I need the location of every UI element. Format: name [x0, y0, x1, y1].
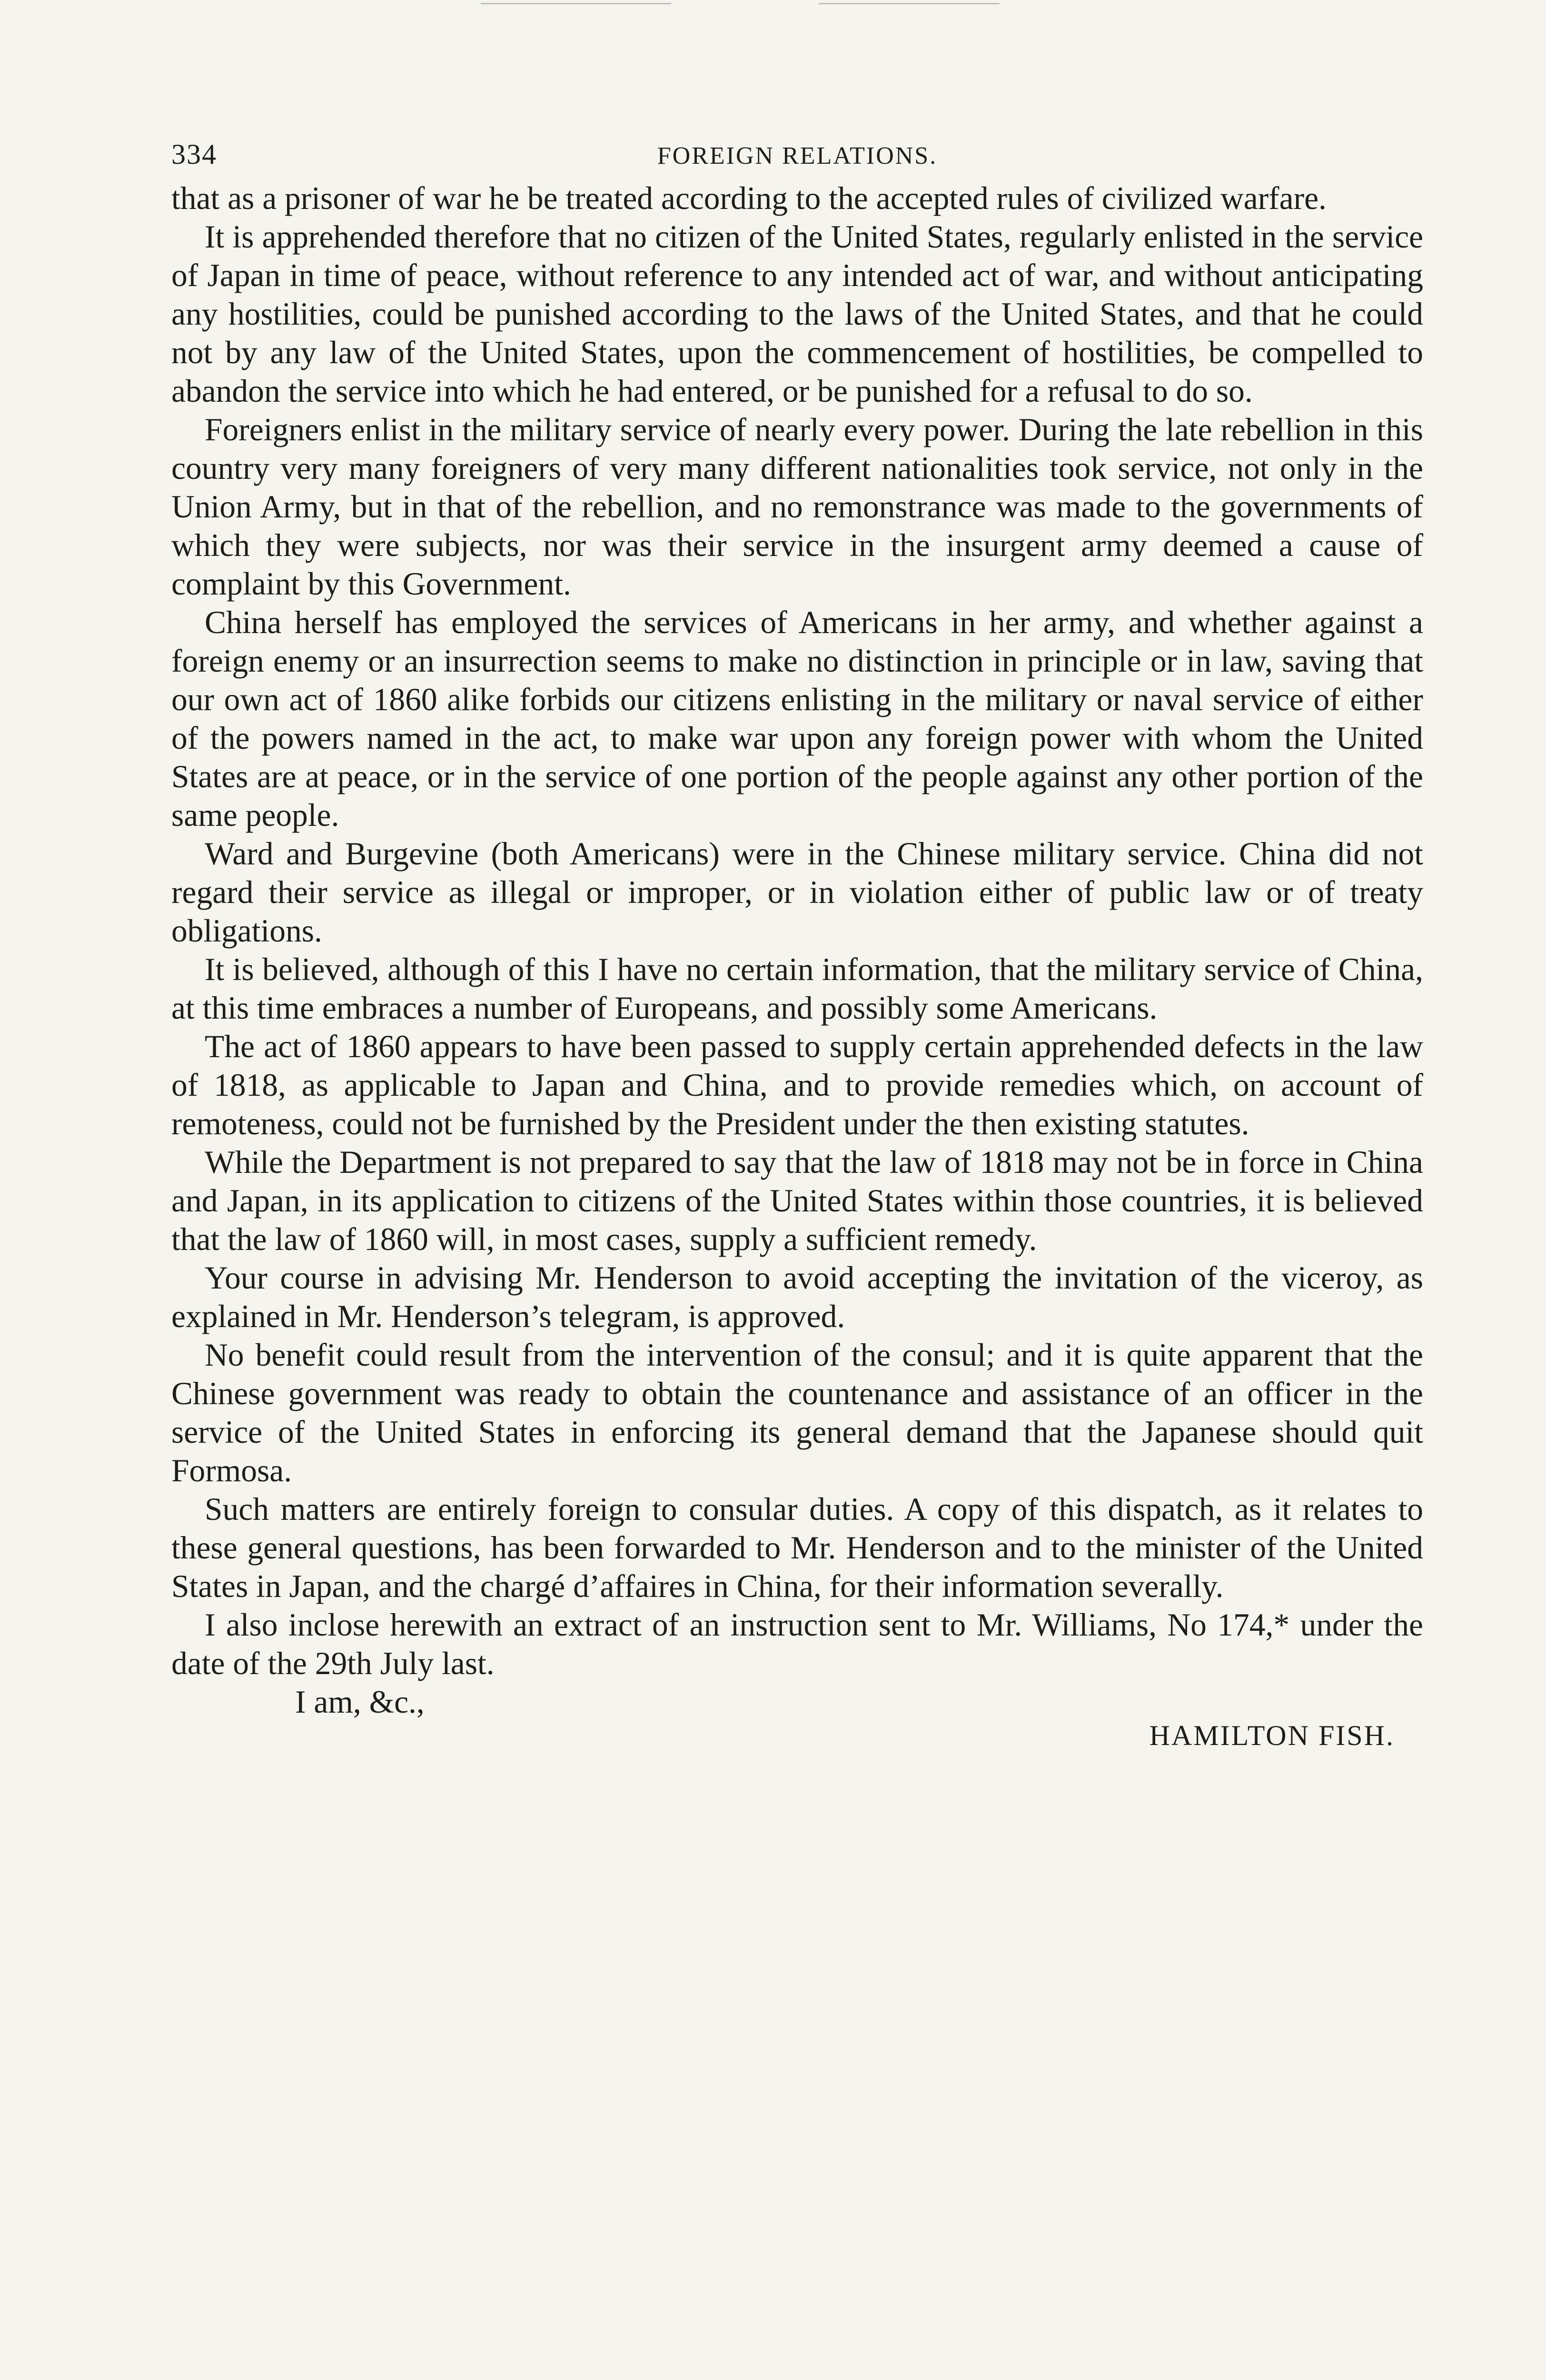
scan-edge-mark-right [819, 3, 1000, 4]
paragraph-law-of-1818: While the Department is not prepared to say that the law of 1818 may not be in force in China and Japan, in its application to citizens of the United States within those countries, it is believed that the law of 1860 will, in most cases, supply a sufficient remedy. [171, 1144, 1423, 1257]
paragraph-china-employed-americans: China herself has employed the services of Americans in her army, and whether against a foreign enemy or an insurrection seems to make no distinction in principle or in law, saving that our own act of 1860 alike forbids our citizens enlisting in the military or naval service of either of the powers named in the act, to make war upon any foreign power with whom the United States are at peace, or in the service of one portion of the people against any other portion of the same people. [171, 605, 1423, 833]
paragraph-military-service-of-china: It is believed, although of this I have no certain information, that the military service of China, at this time embraces a number of Europeans, and possibly some Americans. [171, 952, 1423, 1026]
paragraph-inclose-extract: I also inclose herewith an extract of an instruction sent to Mr. Williams, No 174,* under the date of the 29th July last. [171, 1607, 1423, 1681]
closing-salutation: I am, &c., [295, 1684, 425, 1720]
paragraph-advising-henderson: Your course in advising Mr. Henderson to avoid accepting the invitation of the viceroy, as explained in Mr. Henderson’s telegram, is approved. [171, 1260, 1423, 1334]
letter-body [171, 179, 1423, 1683]
paragraph-act-of-1860: The act of 1860 appears to have been passed to supply certain apprehended defects in the law of 1818, as applicable to Japan and China, and to provide remedies which, on account of remoteness, could not be furnished by the President under the then existing statutes. [171, 1029, 1423, 1141]
paragraph-ward-and-burgevine: Ward and Burgevine (both Americans) were in the Chinese military service. China did not regard their service as illegal or improper, or in violation either of public law or of treaty obligations. [171, 836, 1423, 949]
page-number: 334 [171, 139, 217, 170]
paragraph-intervention-of-consul: No benefit could result from the intervention of the consul; and it is quite apparent that the Chinese government was ready to obtain the countenance and assistance of an officer in the service of the United States in enforcing its general demand that the Japanese should quit Formosa. [171, 1337, 1423, 1488]
signature: HAMILTON FISH. [1149, 1720, 1395, 1751]
paragraph-citizen-enlisted-japan: It is apprehended therefore that no citizen of the United States, regularly enlisted in the service of Japan in time of peace, without reference to any intended act of war, and without anticipating any hostilities, could be punished according to the laws of the United States, and that he could not by any law of the United States, upon the commencement of hostilities, be compelled to abandon the service into which he had entered, or be punished for a refusal to do so. [171, 219, 1423, 409]
running-title: FOREIGN RELATIONS. [657, 142, 938, 169]
page-header [171, 138, 1423, 176]
scan-edge-mark-left [481, 3, 671, 4]
paragraph-prisoner-of-war: that as a prisoner of war he be treated according to the accepted rules of civilized warfare. [171, 180, 1327, 216]
document-page [171, 138, 1423, 1755]
paragraph-foreigners-enlist: Foreigners enlist in the military service of nearly every power. During the late rebellion in this country very many foreigners of very many different nationalities took service, not only in the Union Army, but in that of the rebellion, and no remonstrance was made to the governments of which they were subjects, nor was their service in the insurgent army deemed a cause of complaint by this Government. [171, 412, 1423, 602]
paragraph-consular-duties: Such matters are entirely foreign to consular duties. A copy of this dispatch, as it relates to these general questions, has been forwarded to Mr. Henderson and to the minister of the United States in Japan, and the chargé d’affaires in China, for their information severally. [171, 1491, 1423, 1604]
